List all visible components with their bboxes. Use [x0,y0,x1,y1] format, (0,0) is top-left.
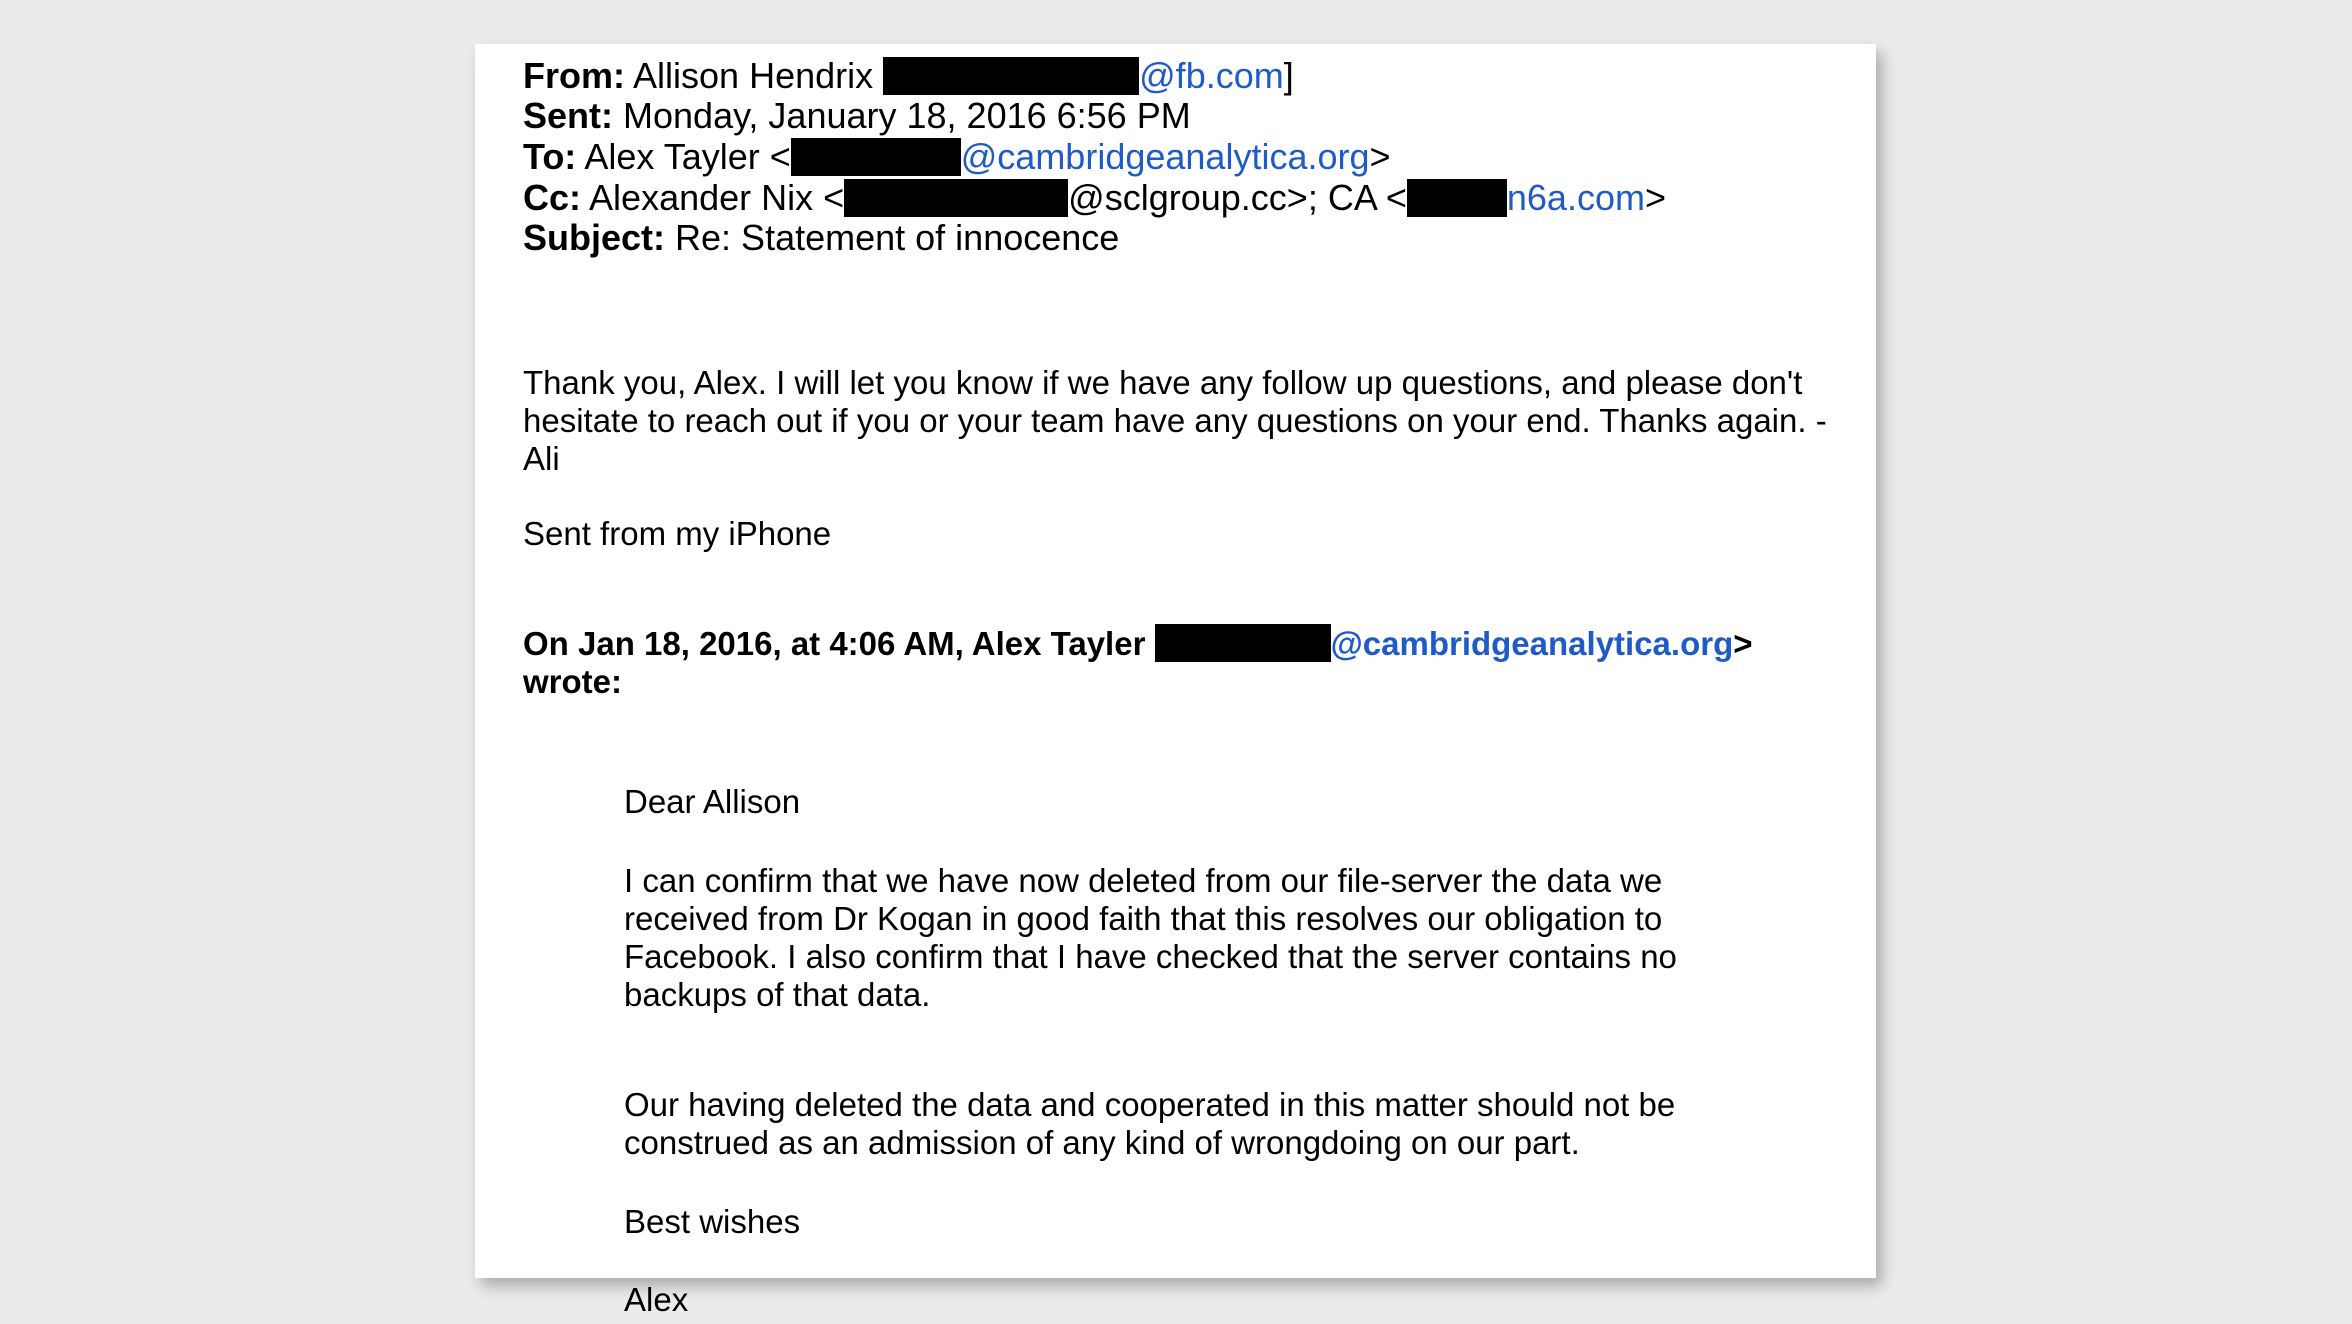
quote-header-wrote: wrote: [523,663,622,700]
sent-value: Monday, January 18, 2016 6:56 PM [623,95,1191,136]
quoted-line: received from Dr Kogan in good faith that this resolves our obligation to [624,900,1663,937]
redaction-block [1407,179,1507,217]
reply-line: hesitate to reach out if you or your team have any questions on your end. Thanks again. - [523,402,1827,439]
email-document [475,44,1876,1318]
reply-line: Thank you, Alex. I will let you know if we have any follow up questions, and please don't [523,364,1803,401]
quote-header-email[interactable]: @cambridgeanalytica.org [1330,625,1734,662]
quoted-line: construed as an admission of any kind of wrongdoing on our part. [624,1124,1580,1161]
cc-email-2[interactable]: n6a.com [1506,177,1645,218]
to-email[interactable]: @cambridgeanalytica.org [960,136,1370,177]
from-line [523,56,1294,96]
redaction-block [883,57,1139,95]
quoted-greeting: Dear Allison [624,783,801,820]
quoted-line: Our having deleted the data and cooperated in this matter should not be [624,1086,1676,1123]
quote-header-close: > [1733,625,1753,662]
redaction-block [844,179,1068,217]
subject-label: Subject: [523,217,666,258]
cc-email-1: @sclgroup.cc>; CA < [1068,177,1407,218]
from-name: Allison Hendrix [633,55,874,96]
quoted-line: backups of that data. [624,976,931,1013]
redaction-block [1155,624,1331,662]
quoted-paragraph-2 [624,1086,1675,1162]
quote-header-prefix: On Jan 18, 2016, at 4:06 AM, Alex Tayler [523,625,1146,662]
quote-header [523,624,1753,701]
quoted-signature-name: Alex [624,1281,689,1318]
to-line [523,137,1391,177]
from-label: From: [523,55,625,96]
quoted-paragraph-1 [624,862,1677,1014]
cc-label: Cc: [523,177,582,218]
quoted-closing: Best wishes [624,1203,801,1240]
subject-value: Re: Statement of innocence [675,217,1120,258]
reply-line: Ali [523,440,560,477]
from-close: ] [1283,55,1294,96]
quoted-line: Facebook. I also confirm that I have checked that the server contains no [624,938,1677,975]
cc-close: > [1644,177,1666,218]
from-email[interactable]: @fb.com [1139,55,1284,96]
reply-body [523,364,1827,478]
subject-line [523,218,1119,258]
sent-label: Sent: [523,95,613,136]
cc-line [523,178,1666,218]
sent-line [523,96,1191,136]
to-name: Alex Tayler < [584,136,791,177]
reply-signature: Sent from my iPhone [523,515,832,552]
quoted-line: I can confirm that we have now deleted from our file-server the data we [624,862,1663,899]
to-close: > [1369,136,1391,177]
to-label: To: [523,136,577,177]
cc-name: Alexander Nix < [589,177,845,218]
redaction-block [791,138,961,176]
